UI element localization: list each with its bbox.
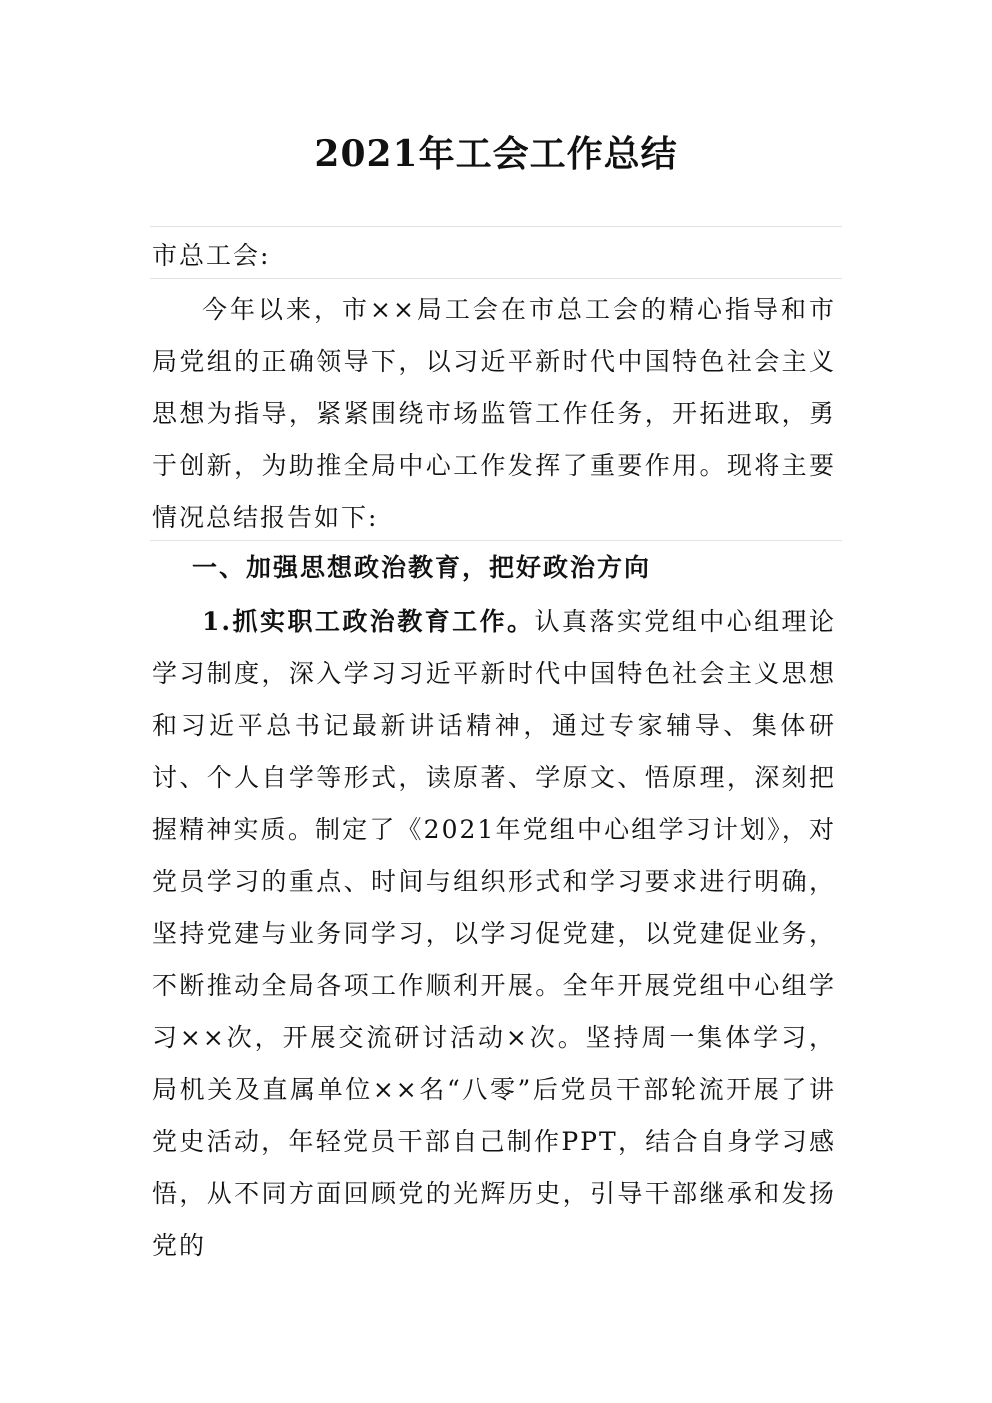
section-item-paragraph (152, 596, 836, 1272)
salutation: 市总工会: (152, 241, 271, 270)
item-lead: 1.抓实职工政治教育工作。 (202, 607, 535, 636)
section-heading: 一、加强思想政治教育，把好政治方向 (192, 553, 652, 582)
document-title: 2021年工会工作总结 (314, 133, 678, 175)
item-body: 认真落实党组中心组理论学习制度，深入学习习近平新时代中国特色社会主义思想和习近平总书记最新讲话精神，通过专家辅导、集体研讨、个人自学等形式，读原著、学原文、悟原理，深刻把握精神实质。制定了《2021年党组中心组学习计划》，对党员学习的重点、时间与组织形式和学习要求进行明确，坚持党建与业务同学习，以学习促党建，以党建促业务，不断推动全局各项工作顺利开展。全年开展党组中心组学习××次，开展交流研讨活动×次。坚持周一集体学习，局机关及直属单位××名“八零”后党员干部轮流开展了讲党史活动，年轻党员干部自己制作PPT，结合自身学习感悟，从不同方面回顾党的光辉历史，引导干部继承和发扬党的 (152, 607, 836, 1260)
intro-paragraph: 今年以来，市××局工会在市总工会的精心指导和市局党组的正确领导下，以习近平新时代中国特色社会主义思想为指导，紧紧围绕市场监管工作任务，开拓进取，勇于创新，为助推全局中心工作发挥了重要作用。现将主要情况总结报告如下: (152, 295, 836, 532)
divider (150, 226, 842, 227)
divider (150, 278, 842, 279)
divider (150, 540, 842, 541)
